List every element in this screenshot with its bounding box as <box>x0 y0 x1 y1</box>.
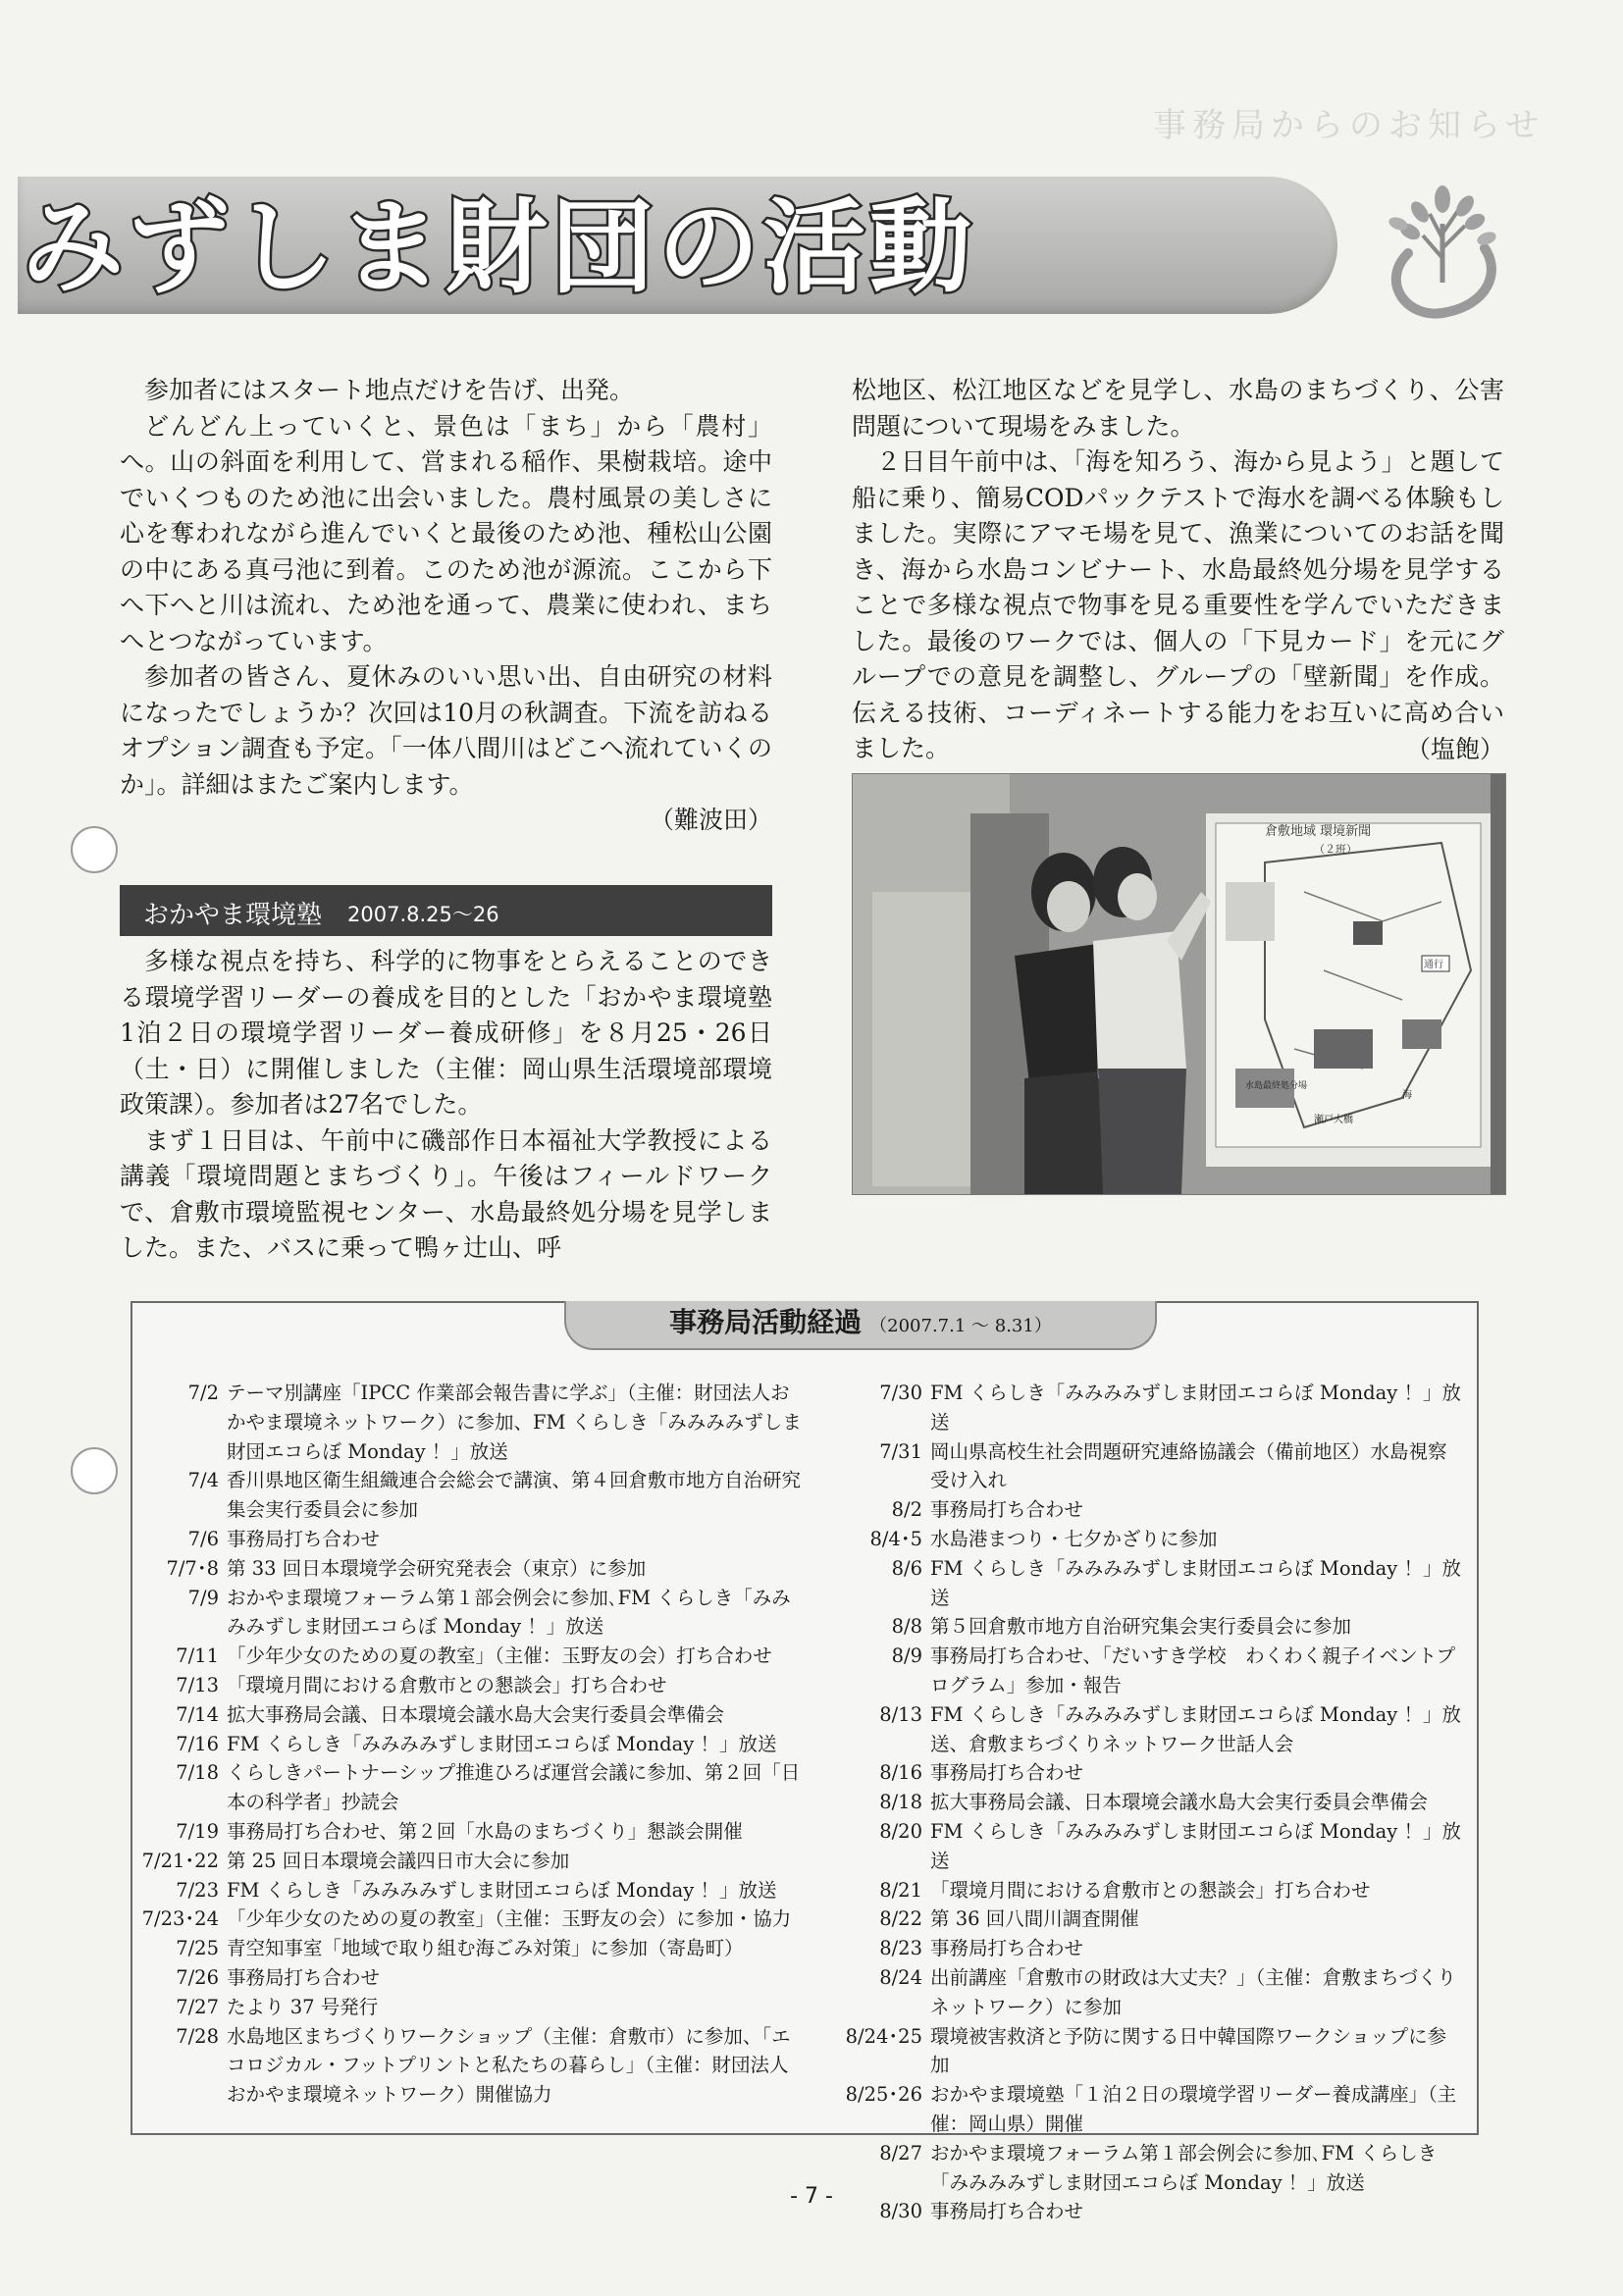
log-entry <box>132 1847 805 1876</box>
log-entry <box>132 1730 805 1759</box>
log-date: 8/4･5 <box>869 1527 922 1550</box>
log-text: くらしきパートナーシップ推進ひろば運営会議に参加、第２回「日本の科学者」抄読会 <box>227 1761 801 1814</box>
log-date: 7/7･8 <box>166 1556 219 1580</box>
log-text: テーマ別講座「IPCC 作業部会報告書に学ぶ」（主催：財団法人おかやま環境ネットワーク）に参加、FM くらしき「みみみみずしま財団エコらぼ Monday ！」放送 <box>227 1382 802 1463</box>
signature: （塩飽） <box>1405 734 1504 763</box>
article-left <box>120 373 772 839</box>
bleed-through-text: 事務局からのお知らせ <box>1153 106 1544 145</box>
log-entry <box>816 1642 1464 1700</box>
log-entry <box>816 1437 1464 1496</box>
log-text: 事務局打ち合わせ <box>227 1527 381 1550</box>
log-text: 第 25 回日本環境会議四日市大会に参加 <box>227 1849 570 1872</box>
log-entry <box>132 1963 805 1993</box>
binder-hole-lower <box>71 1447 118 1494</box>
log-entry <box>816 1495 1464 1525</box>
log-text: 事務局打ち合わせ <box>930 1761 1084 1785</box>
log-date: 8/30 <box>879 2200 922 2223</box>
log-entry <box>816 2080 1464 2139</box>
log-date: 7/19 <box>176 1819 219 1843</box>
log-entry <box>816 2022 1464 2081</box>
photo-illustration <box>853 774 1505 1194</box>
log-text: FM くらしき「みみみみずしま財団エコらぼ Monday ！」放送 <box>930 1382 1461 1434</box>
signature: （難波田） <box>649 806 772 834</box>
log-text: 岡山県高校生社会問題研究連絡協議会（備前地区）水島視察受け入れ <box>930 1439 1447 1492</box>
log-date: 8/2 <box>891 1498 922 1522</box>
log-text: 青空知事室「地域で取り組む海ごみ対策」に参加（寄島町） <box>227 1937 744 1960</box>
log-entry <box>132 1817 805 1847</box>
log-date: 7/25 <box>176 1937 219 1960</box>
article-right <box>852 373 1504 767</box>
log-date: 7/9 <box>187 1586 219 1609</box>
log-entry <box>816 1963 1464 2022</box>
log-date: 7/6 <box>187 1527 219 1550</box>
log-entry <box>132 2022 805 2110</box>
activity-log-period: （2007.7.1 ～ 8.31） <box>869 1316 1052 1336</box>
log-entry <box>816 1934 1464 1963</box>
log-text: 第 36 回八間川調査開催 <box>930 1907 1139 1931</box>
log-entry <box>816 1876 1464 1905</box>
log-entry <box>132 1466 805 1525</box>
log-date: 8/23 <box>879 1937 922 1960</box>
log-date: 8/22 <box>879 1907 922 1931</box>
log-text: 拡大事務局会議、日本環境会議水島大会実行委員会準備会 <box>930 1791 1429 1814</box>
log-entry <box>132 1905 805 1934</box>
log-text: 水島港まつり・七夕かざりに参加 <box>930 1527 1218 1550</box>
log-date: 8/25･26 <box>845 2083 922 2107</box>
activity-log-heading <box>564 1301 1157 1350</box>
log-text: 事務局打ち合わせ <box>930 2200 1084 2223</box>
log-text: FM くらしき「みみみみずしま財団エコらぼ Monday ！」放送 <box>227 1732 777 1755</box>
log-date: 7/16 <box>176 1732 219 1755</box>
log-text: 事務局打ち合わせ、第２回「水島のまちづくり」懇談会開催 <box>227 1819 743 1843</box>
log-entry <box>132 1671 805 1700</box>
poster-label: 海 <box>1402 1090 1412 1101</box>
log-date: 7/28 <box>176 2024 219 2048</box>
log-entry <box>816 1612 1464 1642</box>
log-date: 7/27 <box>176 1995 219 2018</box>
activity-log-box <box>131 1301 1479 2223</box>
log-text: おかやま環境フォーラム第１部会例会に参加､FM くらしき「みみみみずしま財団エコらぼ Monday ！」放送 <box>227 1586 791 1639</box>
log-date: 7/13 <box>176 1673 219 1696</box>
log-text: 事務局打ち合わせ、「だいすき学校 わくわく親子イベントプログラム」参加・報告 <box>930 1644 1456 1696</box>
poster-label: 通行 <box>1424 960 1443 970</box>
paragraph: まず１日目は、午前中に磯部作日本福祉大学教授による講義「環境問題とまちづくり」。午後はフィールドワークで、倉敷市環境監視センター、水島最終処分場を見学しました。また、バスに乗って鴨ヶ辻山、呼 <box>120 1125 772 1262</box>
log-entry <box>816 1905 1464 1934</box>
log-text: 「少年少女のための夏の教室」（主催：玉野友の会）打ち合わせ <box>227 1644 772 1668</box>
log-entry <box>132 1993 805 2022</box>
log-date: 8/24 <box>879 1965 922 1989</box>
log-text: 水島地区まちづくりワークショップ（主催：倉敷市）に参加、「エコロジカル・フットプリントと私たちの暮らし」（主催：財団法人おかやま環境ネットワーク）開催協力 <box>227 2024 791 2107</box>
log-text: おかやま環境塾「１泊２日の環境学習リーダー養成講座」（主催：岡山県）開催 <box>930 2083 1457 2135</box>
log-text: FM くらしき「みみみみずしま財団エコらぼ Monday ！」放送 <box>930 1556 1461 1609</box>
log-entry <box>816 1817 1464 1876</box>
activity-log-title: 事務局活動経過 <box>669 1306 863 1338</box>
paragraph: ２日目午前中は、「海を知ろう、海から見よう」と題して船に乗り、簡易CODパックテストで海水を調べる体験もしました。実際にアマモ場を見て、漁業についてのお話を聞き、海から水島コンビナート、水島最終処分場を見学することで多様な視点で物事を見る重要性を学んでいただきました。最後のワークでは、個人の「下見カード」を元にグループでの意見を調整し、グループの「壁新聞」を作成。伝える技術、コーディネートする能力をお互いに高め合いました。 <box>852 447 1504 762</box>
paragraph: 多様な視点を持ち、科学的に物事をとらえることのできる環境学習リーダーの養成を目的とした「おかやま環境塾 1泊２日の環境学習リーダー養成研修」を８月25・26日（土・日）に開催しました（主催：岡山県生活環境部環境政策課）。参加者は27名でした。 <box>120 947 798 1119</box>
log-entry <box>132 1700 805 1730</box>
log-date: 7/18 <box>176 1761 219 1785</box>
log-text: 事務局打ち合わせ <box>930 1937 1084 1960</box>
log-entry <box>816 1379 1464 1437</box>
section-heading <box>120 885 772 936</box>
log-date: 8/6 <box>891 1556 922 1580</box>
paragraph: 参加者にはスタート地点だけを告げ、出発。 <box>144 376 635 404</box>
log-date: 7/14 <box>176 1702 219 1726</box>
log-entry <box>816 1554 1464 1613</box>
log-entry <box>132 1584 805 1643</box>
article-section2 <box>120 944 798 1267</box>
log-text: FM くらしき「みみみみずしま財団エコらぼ Monday ！」放送 <box>930 1819 1461 1872</box>
poster-label: 水島最終処分場 <box>1245 1081 1308 1091</box>
log-text: 第５回倉敷市地方自治研究集会実行委員会に参加 <box>930 1615 1352 1639</box>
log-date: 8/21 <box>879 1878 922 1902</box>
log-entry <box>132 1554 805 1584</box>
log-text: 環境被害救済と予防に関する日中韓国際ワークショップに参加 <box>930 2024 1447 2077</box>
log-entry <box>816 1525 1464 1554</box>
log-text: 事務局打ち合わせ <box>930 1498 1084 1522</box>
workshop-photo <box>852 773 1506 1195</box>
log-date: 7/4 <box>187 1469 219 1492</box>
log-date: 8/8 <box>891 1615 922 1639</box>
activity-log-right <box>816 1379 1464 2226</box>
log-date: 8/24･25 <box>845 2024 922 2048</box>
log-text: 拡大事務局会議、日本環境会議水島大会実行委員会準備会 <box>227 1702 725 1726</box>
binder-hole-upper <box>71 826 118 873</box>
poster-subtitle: （２班） <box>1314 843 1357 856</box>
log-date: 7/26 <box>176 1965 219 1989</box>
log-date: 8/20 <box>879 1819 922 1843</box>
log-date: 7/23･24 <box>141 1907 219 1931</box>
log-text: おかやま環境フォーラム第１部会例会に参加､FM くらしき「みみみみずしま財団エコらぼ Monday ！」放送 <box>930 2141 1438 2194</box>
log-entry <box>132 1758 805 1817</box>
log-date: 8/9 <box>891 1644 922 1668</box>
poster-label: 瀬戸大橋 <box>1314 1115 1353 1125</box>
paragraph: どんどん上っていくと、景色は「まち」から「農村」へ。山の斜面を利用して、営まれる稲作、果樹栽培。途中でいくつものため池に出会いました。農村風景の美しさに心を奪われながら進んでいくと最後のため池、種松山公園の中にある真弓池に到着。このため池が源流。ここから下へ下へと川は流れ、ため池を通って、農業に使われ、まちへとつながっています。 <box>120 411 772 655</box>
leaf-logo-icon <box>1369 165 1516 322</box>
section-date: 2007.8.25～26 <box>347 903 499 926</box>
log-date: 8/16 <box>879 1761 922 1785</box>
log-text: 「環境月間における倉敷市との懇談会」打ち合わせ <box>227 1673 667 1696</box>
paragraph: 参加者の皆さん、夏休みのいい思い出、自由研究の材料になったでしょうか？次回は10月の秋調査。下流を訪ねるオプション調査も予定。「一体八間川はどこへ流れていくのか」。詳細はまたご案内します。 <box>120 662 772 799</box>
log-entry <box>132 1642 805 1671</box>
log-entry <box>132 1379 805 1466</box>
log-entry <box>132 1934 805 1963</box>
log-entry <box>816 1700 1464 1759</box>
log-text: FM くらしき「みみみみずしま財団エコらぼ Monday ！」放送、倉敷まちづくりネットワーク世話人会 <box>930 1702 1461 1755</box>
log-date: 7/31 <box>879 1439 922 1463</box>
log-date: 7/11 <box>176 1644 219 1668</box>
log-entry <box>816 1788 1464 1817</box>
activity-log-left <box>132 1379 805 2110</box>
log-entry <box>816 1758 1464 1788</box>
log-date: 7/30 <box>879 1382 922 1404</box>
log-date: 7/2 <box>187 1382 219 1404</box>
log-date: 8/13 <box>879 1702 922 1726</box>
poster-title: 倉敷地域 環境新聞 <box>1265 824 1372 839</box>
log-text: 「少年少女のための夏の教室」（主催：玉野友の会）に参加・協力 <box>227 1907 792 1931</box>
log-text: 第 33 回日本環境学会研究発表会（東京）に参加 <box>227 1556 647 1580</box>
log-text: 出前講座「倉敷市の財政は大丈夫？」（主催：倉敷まちづくりネットワーク）に参加 <box>930 1965 1457 2018</box>
section-title: おかやま環境塾 <box>143 901 323 930</box>
log-text: 「環境月間における倉敷市との懇談会」打ち合わせ <box>930 1878 1371 1902</box>
log-text: 香川県地区衛生組織連合会総会で講演、第４回倉敷市地方自治研究集会実行委員会に参加 <box>227 1469 802 1522</box>
log-entry <box>132 1876 805 1905</box>
page-number: - 7 - <box>790 2184 833 2209</box>
page-title: みずしま財団の活動 <box>22 187 976 307</box>
log-date: 8/18 <box>879 1791 922 1814</box>
log-date: 8/27 <box>879 2141 922 2165</box>
log-date: 7/21･22 <box>141 1849 219 1872</box>
paragraph: 松地区、松江地区などを見学し、水島のまちづくり、公害問題について現場をみました。 <box>852 376 1504 441</box>
log-entry <box>132 1525 805 1554</box>
log-text: 事務局打ち合わせ <box>227 1965 381 1989</box>
log-text: FM くらしき「みみみみずしま財団エコらぼ Monday ！」放送 <box>227 1878 777 1902</box>
log-date: 7/23 <box>176 1878 219 1902</box>
log-text: たより 37 号発行 <box>227 1995 379 2018</box>
